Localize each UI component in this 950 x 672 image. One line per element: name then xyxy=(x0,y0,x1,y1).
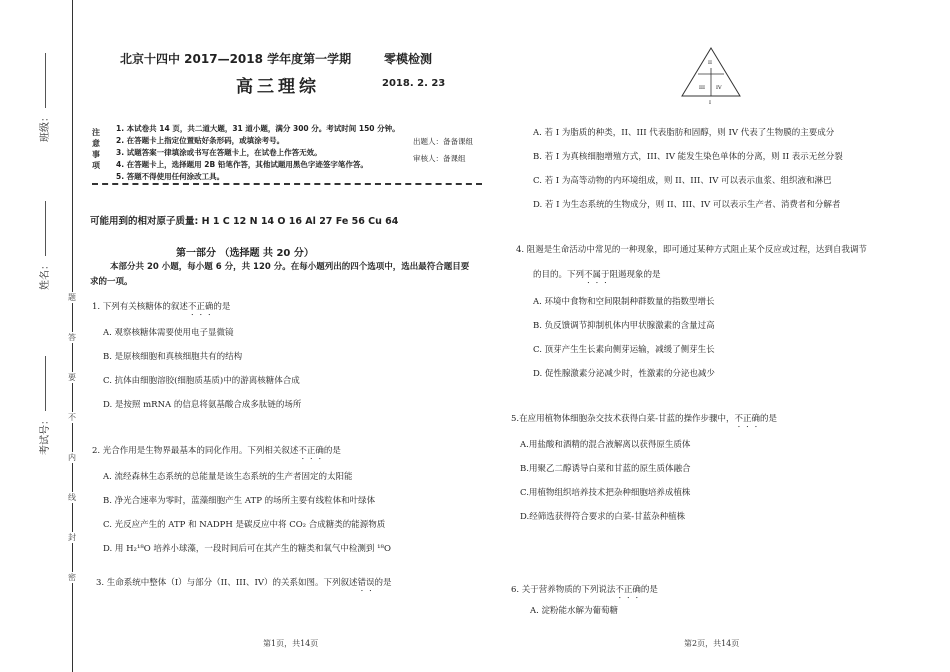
option: B. 负反馈调节抑制机体内甲状腺激素的含量过高 xyxy=(533,321,715,331)
question-stem: 3. 生命系统中整体（I）与部分（II、III、IV）的关系如图。下列叙述错误的是 xyxy=(96,578,392,588)
seal-char: 不 xyxy=(60,412,84,423)
part1-intro: 本部分共 20 小题，每小题 6 分，共 120 分。在每小题列出的四个选项中，选出最符合题目要 xyxy=(110,262,470,272)
seal-char: 线 xyxy=(60,492,84,503)
option: A. 流经森林生态系统的总能量是该生态系统的生产者固定的太阳能 xyxy=(103,472,353,482)
seal-char: 封 xyxy=(60,532,84,543)
question-stem: 1. 下列有关核糖体的叙述不正确的是 xyxy=(92,302,231,312)
seal-char: 密 xyxy=(60,572,84,583)
question-stem-cont: 的目的。下列不属于阻遏现象的是 xyxy=(533,270,661,280)
name-field: 姓名： xyxy=(36,201,51,290)
seal-char: 答 xyxy=(60,332,84,343)
option: C. 若 I 为高等动物的内环境组成，则 II、III、IV 可以表示血浆、组织液和淋巴 xyxy=(533,176,832,186)
exam-type: 零模检测 xyxy=(384,52,433,66)
exam-title: 北京十四中 2017—2018 学年度第一学期 xyxy=(120,52,352,66)
option: D. 用 H₂¹⁸O 培养小球藻，一段时间后可在其产生的糖类和氧气中检测到 ¹⁸O xyxy=(103,544,391,554)
note-item: 1. 本试卷共 14 页，共二道大题，31 道小题，满分 300 分。考试时间 150 分钟。 xyxy=(116,124,400,133)
seal-char: 要 xyxy=(60,372,84,383)
class-field: 班级： xyxy=(36,53,51,142)
option: C. 顶芽产生生长素向侧芽运输，减缓了侧芽生长 xyxy=(533,345,715,355)
question-stem: 5.在应用植物体细胞杂交技术获得白菜-甘蓝的操作步骤中，不正确的是 xyxy=(511,414,778,424)
part1-intro-2: 求的一项。 xyxy=(90,277,133,287)
note-item: 4. 在答题卡上，选择题用 2B 铅笔作答，其他试题用黑色字迹签字笔作答。 xyxy=(116,160,368,169)
note-item: 3. 试题答案一律填涂或书写在答题卡上，在试卷上作答无效。 xyxy=(116,148,322,157)
exam-date: 2018. 2. 23 xyxy=(382,78,446,89)
option: B. 净光合速率为零时，蓝藻细胞产生 ATP 的场所主要有线粒体和叶绿体 xyxy=(103,496,376,506)
question-stem: 6. 关于营养物质的下列说法不正确的是 xyxy=(511,585,658,595)
question-stem: 2. 光合作用是生物界最基本的同化作用。下列相关叙述不正确的是 xyxy=(92,446,341,456)
option: B. 是原核细胞和真核细胞共有的结构 xyxy=(103,352,243,362)
option: A.用盐酸和酒精的混合液解离以获得原生质体 xyxy=(520,440,691,450)
diagram-label-left: III xyxy=(699,85,705,91)
option: D. 促性腺激素分泌减少时，性激素的分泌也减少 xyxy=(533,369,715,379)
page-number-left: 第1页，共14页 xyxy=(263,639,319,648)
setter-label: 出题人：备备课组 xyxy=(413,137,473,146)
atomic-masses: 可能用到的相对原子质量: H 1 C 12 N 14 O 16 Al 27 Fe 56 Cu 64 xyxy=(90,216,399,227)
seal-char: 题 xyxy=(60,292,84,303)
option: C. 抗体由细胞溶胶(细胞质基质)中的游离核糖体合成 xyxy=(103,376,300,386)
exam-no-field: 考试号： xyxy=(36,356,51,455)
option: A. 若 I 为脂质的种类，II、III 代表脂肪和固醇，则 IV 代表了生物膜的主要成分 xyxy=(533,128,835,138)
diagram-label-right: IV xyxy=(716,85,722,91)
option: A. 环境中食物和空间限制种群数量的指数型增长 xyxy=(533,297,715,307)
seal-char: 内 xyxy=(60,452,84,463)
option: D. 若 I 为生态系统的生物成分，则 II、III、IV 可以表示生产者、消费者和分解者 xyxy=(533,200,841,210)
note-item: 5. 答题不得使用任何涂改工具。 xyxy=(116,172,225,181)
reviewer-label: 审核人：备课组 xyxy=(413,154,466,163)
diagram-label-top: II xyxy=(708,60,712,66)
option: C.用植物组织培养技术把杂种细胞培养成植株 xyxy=(520,488,691,498)
notes-heading: 注 意 事 项 xyxy=(92,128,100,170)
option: A. 淀粉能水解为葡萄糖 xyxy=(530,606,619,616)
question-stem: 4. 阻遏是生命活动中常见的一种现象，即可通过某种方式阻止某个反应或过程，达到自我调节 xyxy=(516,245,867,255)
relationship-diagram xyxy=(680,46,742,110)
option: B.用聚乙二醇诱导白菜和甘蓝的原生质体融合 xyxy=(520,464,691,474)
subject-title: 高三理综 xyxy=(236,77,320,97)
diagram-label-bottom: I xyxy=(709,100,711,106)
part1-title: 第一部分 （选择题 共 20 分） xyxy=(176,248,314,259)
option: D. 是按照 mRNA 的信息将氨基酸合成多肽链的场所 xyxy=(103,400,302,410)
note-item: 2. 在答题卡上指定位置贴好条形码，或填涂考号。 xyxy=(116,136,285,145)
option: B. 若 I 为真核细胞增殖方式，III、IV 能发生染色单体的分离，则 II 表示无丝分裂 xyxy=(533,152,843,162)
option: A. 观察核糖体需要使用电子显微镜 xyxy=(103,328,234,338)
page-number-right: 第2页，共14页 xyxy=(684,639,740,648)
notes-divider xyxy=(92,183,482,185)
option: C. 光反应产生的 ATP 和 NADPH 是碳反应中将 CO₂ 合成糖类的能源物质 xyxy=(103,520,386,530)
option: D.经筛选获得符合要求的白菜-甘蓝杂种植株 xyxy=(520,512,686,522)
